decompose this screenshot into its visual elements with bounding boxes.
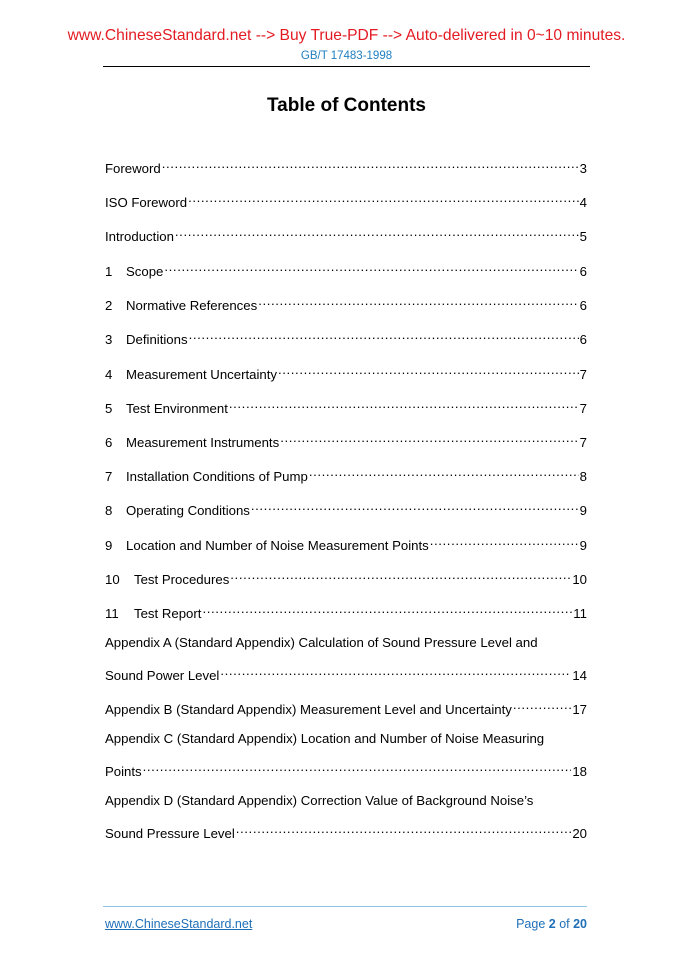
toc-page: 3 [579,161,587,176]
toc-entry[interactable] [105,395,587,416]
toc-label: Location and Number of Noise Measurement Points [126,538,429,553]
toc-entry[interactable] [105,820,587,841]
page-of: of [555,917,574,931]
toc-entry[interactable] [105,155,587,176]
toc-entry[interactable] [105,532,587,553]
toc-label: Introduction [105,229,174,244]
toc-entry[interactable] [105,292,587,313]
toc-label: Points [105,764,142,779]
toc-label: Installation Conditions of Pump [126,469,308,484]
toc-leader [202,600,572,618]
toc-page: 17 [572,702,587,717]
footer-page-indicator [516,916,587,932]
toc-entry[interactable] [105,189,587,210]
toc-leader [229,395,579,413]
toc-page: 10 [572,572,587,587]
toc-page: 7 [579,435,587,450]
footer-divider [103,906,587,907]
toc-leader [430,532,579,550]
toc-page: 11 [573,606,587,621]
toc-label: Definitions [126,332,188,347]
toc-page: 6 [579,298,587,313]
toc-label: ISO Foreword [105,195,188,210]
toc-page: 5 [579,229,587,244]
toc-number: 1 [105,264,113,279]
toc-label: Measurement Uncertainty [126,367,277,382]
page-title: Table of Contents [266,95,427,116]
header-divider [103,66,590,67]
toc-page: 9 [579,503,587,518]
toc-entry[interactable] [105,326,587,347]
toc-label: Scope [126,264,164,279]
toc-leader [278,361,579,379]
toc-label: Sound Power Level [105,668,220,683]
toc-entry-line[interactable]: Appendix A (Standard Appendix) Calculation of Sound Pressure Level and [105,635,538,650]
toc-page: 18 [572,764,587,779]
toc-label: Operating Conditions [126,503,250,518]
toc-entry[interactable] [105,662,587,683]
toc-number: 5 [105,401,113,416]
toc-number: 4 [105,367,113,382]
toc-label: Test Environment [126,401,228,416]
toc-page: 7 [579,401,587,416]
toc-number: 9 [105,538,113,553]
toc-page: 6 [579,332,587,347]
toc-label: Foreword [105,161,161,176]
toc-number: 8 [105,503,113,518]
header-banner[interactable]: www.ChineseStandard.net --> Buy True-PDF --> Auto-delivered in 0~10 minutes. [67,27,626,44]
toc-entry-line[interactable]: Appendix C (Standard Appendix) Location and Number of Noise Measuring [105,731,545,746]
toc-page: 9 [579,538,587,553]
toc-page: 20 [572,826,587,841]
toc-label: Appendix B (Standard Appendix) Measurement Level and Uncertainty [105,702,512,717]
toc-leader [236,820,572,838]
toc-number: 6 [105,435,113,450]
toc-leader [189,326,579,344]
page-prefix: Page [516,917,549,931]
toc-number: 7 [105,469,113,484]
toc-label: Sound Pressure Level [105,826,235,841]
toc-entry[interactable] [105,696,587,717]
toc-leader [251,497,579,515]
toc-leader [175,223,579,241]
toc-leader [143,758,572,776]
toc-entry[interactable] [105,497,587,518]
toc-entry[interactable] [105,258,587,279]
toc-entry-line[interactable]: Appendix D (Standard Appendix) Correction Value of Background Noise’s [105,793,534,808]
toc-label: Test Report [134,606,202,621]
toc-number: 3 [105,332,113,347]
toc-number: 2 [105,298,113,313]
toc-leader [162,155,579,173]
toc-leader [258,292,578,310]
toc-page: 8 [579,469,587,484]
toc-number: 11 [105,606,119,621]
toc-leader [513,696,571,714]
toc-leader [188,189,579,207]
standard-number: GB/T 17483-1998 [300,50,393,62]
toc-entry[interactable] [105,566,587,587]
toc-entry[interactable] [105,463,587,484]
toc-entry[interactable] [105,758,587,779]
toc-page: 6 [579,264,587,279]
footer-website-link[interactable]: www.ChineseStandard.net [105,917,253,931]
toc-label: Test Procedures [134,572,230,587]
toc-leader [280,429,578,447]
toc-entry[interactable] [105,600,587,621]
toc-number: 10 [105,572,120,587]
toc-leader [220,662,571,680]
toc-entry[interactable] [105,223,587,244]
toc-page: 14 [572,668,587,683]
toc-page: 7 [579,367,587,382]
toc-label: Normative References [126,298,258,313]
toc-leader [164,258,578,276]
toc-entry[interactable] [105,429,587,450]
toc-label: Measurement Instruments [126,435,280,450]
page-current: 2 [548,917,556,931]
toc-page: 4 [579,195,587,210]
toc-entry[interactable] [105,361,587,382]
toc-leader [309,463,579,481]
toc-leader [230,566,571,584]
page-total: 20 [573,917,587,931]
